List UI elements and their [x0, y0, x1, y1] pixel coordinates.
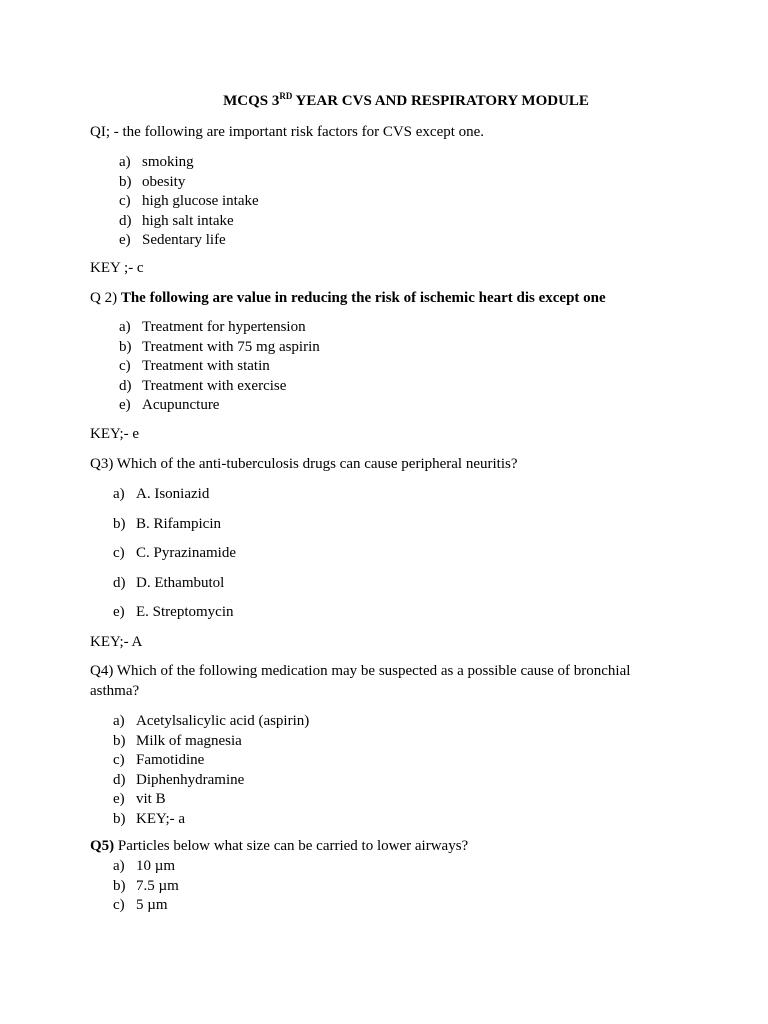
title-rest: YEAR CVS AND RESPIRATORY MODULE: [292, 93, 589, 109]
question-5-prefix: Q5): [90, 838, 115, 854]
question-5-text: Particles below what size can be carried to lower airways?: [114, 838, 469, 854]
option-4a: a) Acetylsalicylic acid (aspirin): [113, 713, 310, 729]
option-3e: e) E. Streptomycin: [113, 604, 234, 620]
option-2e: e) Acupuncture: [119, 397, 220, 413]
document-title: [0, 92, 768, 112]
option-5a: a) 10 µm: [113, 858, 176, 874]
option-2c: c) Treatment with statin: [119, 358, 270, 374]
option-4b: b) Milk of magnesia: [113, 732, 242, 749]
option-3b: b) B. Rifampicin: [113, 515, 221, 532]
option-4d: d) Diphenhydramine: [113, 771, 245, 788]
question-3: Q3) Which of the anti-tuberculosis drugs can cause peripheral neuritis?: [90, 456, 518, 472]
option-3c: c) C. Pyrazinamide: [113, 545, 236, 561]
question-5-options: [113, 857, 179, 916]
option-1d: d) high salt intake: [119, 212, 234, 229]
option-1b: b) obesity: [119, 173, 186, 190]
question-2: [90, 289, 690, 309]
answer-key-4: b) KEY;- a: [113, 810, 186, 827]
answer-key-1: KEY ;- c: [90, 260, 144, 276]
option-1c: c) high glucose intake: [119, 193, 259, 209]
option-2d: d) Treatment with exercise: [119, 377, 287, 394]
question-1: QI; - the following are important risk factors for CVS except one.: [90, 124, 485, 140]
question-4: Q4) Which of the following medication may be suspected as a possible cause of bronchial asthma?: [90, 663, 631, 699]
question-3-options: [113, 485, 236, 633]
option-2a: a) Treatment for hypertension: [119, 319, 306, 335]
question-5: [90, 837, 650, 857]
question-2-prefix: Q 2): [90, 290, 121, 306]
title-main: MCQS 3: [223, 93, 280, 109]
answer-key-2: KEY;- e: [90, 426, 140, 442]
option-1e: e) Sedentary life: [119, 232, 226, 248]
option-5c: c) 5 µm: [113, 897, 168, 913]
option-3a: a) A. Isoniazid: [113, 486, 210, 502]
option-1a: a) smoking: [119, 154, 194, 170]
question-1-options: [119, 153, 259, 251]
title-superscript: RD: [279, 91, 293, 101]
option-4c: c) Famotidine: [113, 752, 205, 768]
option-4e: e) vit B: [113, 791, 166, 807]
question-4-options: [113, 712, 309, 829]
question-2-options: [119, 318, 320, 416]
option-3d: d) D. Ethambutol: [113, 574, 225, 591]
answer-key-3: KEY;- A: [90, 634, 143, 650]
option-5b: b) 7.5 µm: [113, 877, 179, 894]
question-2-text: The following are value in reducing the risk of ischemic heart dis except one: [120, 290, 606, 306]
option-2b: b) Treatment with 75 mg aspirin: [119, 338, 320, 355]
